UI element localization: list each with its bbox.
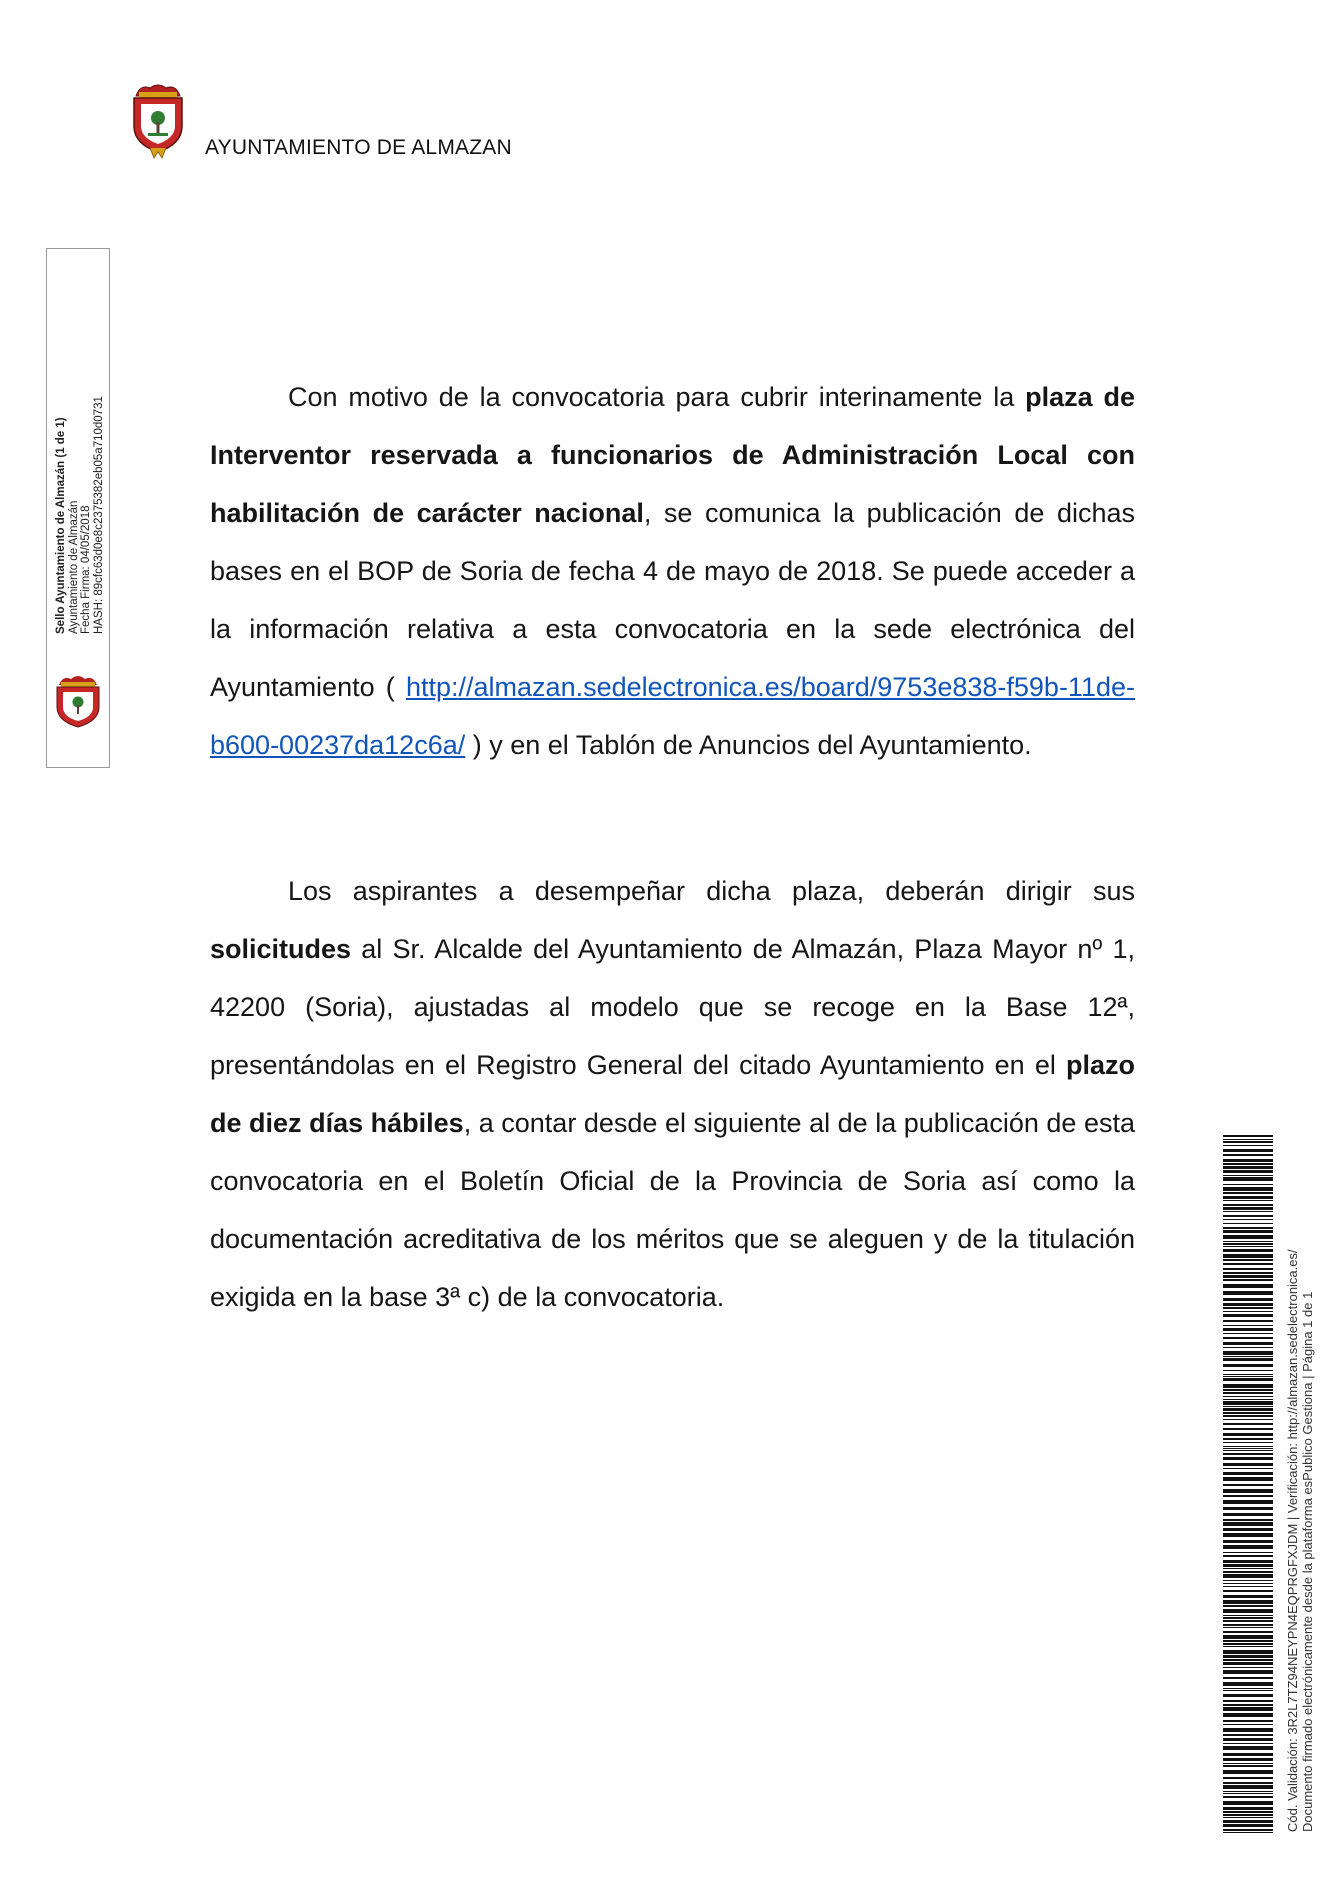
barcode-bar	[1223, 1600, 1273, 1604]
barcode-bar	[1223, 1423, 1273, 1425]
barcode-bar	[1223, 1415, 1273, 1417]
barcode-bar	[1223, 1246, 1273, 1247]
barcode-bar	[1223, 1583, 1273, 1584]
barcode-bar	[1223, 1640, 1273, 1642]
barcode-bar	[1223, 1450, 1273, 1451]
barcode-bar	[1223, 1670, 1273, 1674]
barcode-bar	[1223, 1370, 1273, 1371]
coat-of-arms-icon	[130, 82, 186, 160]
coat-of-arms-icon	[53, 673, 103, 729]
barcode-icon	[1223, 1135, 1273, 1835]
barcode-bar	[1223, 1801, 1273, 1805]
barcode-bar	[1223, 1811, 1273, 1813]
barcode-bar	[1223, 1617, 1273, 1619]
barcode-bar	[1223, 1243, 1273, 1245]
barcode-bar	[1223, 1545, 1273, 1549]
barcode-bar	[1223, 1743, 1273, 1744]
bold-text-solicitudes: solicitudes	[210, 934, 352, 964]
text-run: , a contar desde el siguiente al de la publicación de esta convocatoria en el Boletín Oficial de la Provincia de Soria así como la documentación acreditativa de los méritos que se aleguen y de la titulación exigida en la base 3ª c) de la convocatoria.	[210, 1108, 1135, 1312]
barcode-bar	[1223, 1770, 1273, 1774]
barcode-bar	[1223, 1291, 1273, 1295]
barcode-bar	[1223, 1500, 1273, 1504]
barcode-bar	[1223, 1374, 1273, 1375]
barcode-bar	[1223, 1765, 1273, 1767]
barcode-bar	[1223, 1820, 1273, 1823]
barcode-bar	[1223, 1677, 1273, 1679]
barcode-bar	[1223, 1364, 1273, 1367]
barcode-bar	[1223, 1571, 1273, 1573]
barcode-bar	[1223, 1659, 1273, 1661]
barcode-bar	[1223, 1177, 1273, 1181]
barcode-bar	[1223, 1477, 1273, 1481]
barcode-bar	[1223, 1406, 1273, 1407]
barcode-bar	[1223, 1358, 1273, 1361]
barcode-bar	[1223, 1574, 1273, 1578]
barcode-bar	[1223, 1396, 1273, 1397]
barcode-bar	[1223, 1791, 1273, 1792]
barcode-bar	[1223, 1399, 1273, 1400]
barcode-bar	[1223, 1507, 1273, 1510]
barcode-bar	[1223, 1738, 1273, 1741]
seal-hash: HASH: 89cfc63d0e8c2375382eb05a710d0731	[92, 396, 105, 634]
barcode-bar	[1223, 1163, 1273, 1165]
barcode-bar	[1223, 1728, 1273, 1732]
barcode-bar	[1223, 1442, 1273, 1443]
barcode-bar	[1223, 1230, 1273, 1233]
barcode-bar	[1223, 1187, 1273, 1191]
sede-electronica-link[interactable]: http://almazan.sedelectronica.es/board/9753e838-f59b-11de-b600-00237da12c6a/	[210, 672, 1135, 760]
barcode-bar	[1223, 1655, 1273, 1658]
barcode-bar	[1223, 1817, 1273, 1818]
barcode-bar	[1223, 1796, 1273, 1798]
barcode-bar	[1223, 1175, 1273, 1176]
seal-text-block	[55, 254, 105, 634]
barcode-bar	[1223, 1333, 1273, 1334]
barcode-bar	[1223, 1829, 1273, 1831]
barcode-bar	[1223, 1832, 1273, 1833]
barcode-bar	[1223, 1814, 1273, 1816]
validation-footer	[1286, 1132, 1315, 1832]
barcode-bar	[1223, 1259, 1273, 1261]
barcode-bar	[1223, 1356, 1273, 1357]
barcode-bar	[1223, 1448, 1273, 1449]
barcode-bar	[1223, 1219, 1273, 1220]
barcode-bar	[1223, 1419, 1273, 1420]
barcode-bar	[1223, 1753, 1273, 1756]
signature-platform-line: Documento firmado electrónicamente desde la plataforma esPublico Gestiona | Página 1 de 1	[1299, 1291, 1315, 1832]
text-run: Los aspirantes a desempeñar dicha plaza, deberán dirigir sus	[288, 876, 1135, 906]
barcode-bar	[1223, 1662, 1273, 1665]
barcode-bar	[1223, 1200, 1273, 1201]
barcode-bar	[1223, 1533, 1273, 1537]
barcode-bar	[1223, 1724, 1273, 1725]
barcode-bar	[1223, 1154, 1273, 1156]
barcode-bar	[1223, 1560, 1273, 1563]
barcode-bar	[1223, 1513, 1273, 1516]
barcode-bar	[1223, 1590, 1273, 1592]
barcode-bar	[1223, 1196, 1273, 1199]
text-run: , se comunica la publicación de dichas bases en el BOP de Soria de fecha 4 de mayo de 2018. Se puede acceder a la información relativa a esta convocatoria en la sede electrónica del Ayuntamiento (	[210, 498, 1135, 702]
barcode-bar	[1223, 1615, 1273, 1616]
barcode-bar	[1223, 1782, 1273, 1784]
barcode-bar	[1223, 1325, 1273, 1326]
seal-title: Sello Ayuntamiento de Almazán (1 de 1)	[55, 417, 67, 634]
barcode-bar	[1223, 1609, 1273, 1613]
barcode-bar	[1223, 1303, 1273, 1306]
barcode-bar	[1223, 1564, 1273, 1567]
barcode-bar	[1223, 1522, 1273, 1526]
barcode-bar	[1223, 1215, 1273, 1217]
barcode-bar	[1223, 1650, 1273, 1654]
document-body	[210, 368, 1135, 1326]
barcode-bar	[1223, 1254, 1273, 1258]
barcode-bar	[1223, 1635, 1273, 1639]
barcode-bar	[1223, 1528, 1273, 1531]
barcode-bar	[1223, 1746, 1273, 1750]
barcode-bar	[1223, 1758, 1273, 1761]
barcode-bar	[1223, 1624, 1273, 1626]
barcode-bar	[1223, 1159, 1273, 1162]
barcode-bar	[1223, 1595, 1273, 1598]
barcode-bar	[1223, 1694, 1273, 1697]
barcode-bar	[1223, 1580, 1273, 1581]
barcode-bar	[1223, 1763, 1273, 1764]
barcode-bar	[1223, 1389, 1273, 1391]
barcode-bar	[1223, 1408, 1273, 1411]
barcode-bar	[1223, 1707, 1273, 1711]
barcode-bar	[1223, 1438, 1273, 1440]
barcode-bar	[1223, 1667, 1273, 1668]
barcode-bar	[1223, 1468, 1273, 1469]
electronic-seal	[46, 248, 110, 768]
seal-line-1: Ayuntamiento de Almazán	[67, 500, 80, 634]
paragraph-applications	[210, 862, 1135, 1326]
barcode-bar	[1223, 1519, 1273, 1521]
organization-name: AYUNTAMIENTO DE ALMAZAN	[205, 136, 512, 159]
barcode-bar	[1223, 1793, 1273, 1794]
barcode-bar	[1223, 1192, 1273, 1194]
barcode-bar	[1223, 1552, 1273, 1553]
barcode-bar	[1223, 1555, 1273, 1557]
barcode-bar	[1223, 1704, 1273, 1706]
barcode-bar	[1223, 1457, 1273, 1460]
barcode-bar	[1223, 1320, 1273, 1322]
barcode-bar	[1223, 1428, 1273, 1430]
barcode-bar	[1223, 1275, 1273, 1278]
paragraph-announcement	[210, 368, 1135, 774]
barcode-bar	[1223, 1720, 1273, 1722]
barcode-bar	[1223, 1211, 1273, 1212]
barcode-bar	[1223, 1314, 1273, 1317]
barcode-bar	[1223, 1412, 1273, 1414]
bold-text-plazo: plazo de diez días hábiles	[210, 1050, 1135, 1138]
barcode-bar	[1223, 1472, 1273, 1475]
barcode-bar	[1223, 1342, 1273, 1345]
barcode-bar	[1223, 1184, 1273, 1185]
barcode-bar	[1223, 1682, 1273, 1686]
barcode-bar	[1223, 1272, 1273, 1274]
barcode-bar	[1223, 1307, 1273, 1309]
barcode-bar	[1223, 1149, 1273, 1152]
barcode-bar	[1223, 1463, 1273, 1466]
barcode-bar	[1223, 1495, 1273, 1497]
barcode-bar	[1223, 1378, 1273, 1381]
barcode-bar	[1223, 1249, 1273, 1252]
barcode-bar	[1223, 1227, 1273, 1229]
barcode-bar	[1223, 1298, 1273, 1301]
validation-code-line: Cód. Validación: 3R2L7TZ94NEYPN4EQPRGFXJDM | Verificación: http://almazan.sedelectronica.es/	[1285, 1249, 1300, 1832]
barcode-bar	[1223, 1376, 1273, 1377]
barcode-bar	[1223, 1392, 1273, 1394]
barcode-bar	[1223, 1620, 1273, 1622]
barcode-bar	[1223, 1235, 1273, 1239]
barcode-bar	[1223, 1170, 1273, 1173]
barcode-bar	[1223, 1489, 1273, 1493]
text-run: Con motivo de la convocatoria para cubrir interinamente la	[288, 382, 1026, 412]
barcode-bar	[1223, 1734, 1273, 1736]
barcode-bar	[1223, 1284, 1273, 1288]
barcode-bar	[1223, 1700, 1273, 1702]
barcode-bar	[1223, 1347, 1273, 1348]
barcode-bar	[1223, 1605, 1273, 1607]
text-run: al Sr. Alcalde del Ayuntamiento de Almazán, Plaza Mayor nº 1, 42200 (Soria), ajustadas al modelo que se recoge en la Base 12ª, presentándolas en el Registro General del citado Ayuntamiento en el	[210, 934, 1135, 1080]
barcode-bar	[1223, 1166, 1273, 1169]
barcode-bar	[1223, 1328, 1273, 1331]
barcode-bar	[1223, 1351, 1273, 1355]
barcode-bar	[1223, 1785, 1273, 1789]
barcode-bar	[1223, 1207, 1273, 1210]
barcode-bar	[1223, 1223, 1273, 1224]
barcode-bar	[1223, 1586, 1273, 1587]
barcode-bar	[1223, 1688, 1273, 1689]
barcode-bar	[1223, 1311, 1273, 1312]
barcode-bar	[1223, 1268, 1273, 1270]
barcode-bar	[1223, 1631, 1273, 1633]
barcode-bar	[1223, 1540, 1273, 1543]
barcode-bar	[1223, 1643, 1273, 1645]
barcode-bar	[1223, 1446, 1273, 1447]
barcode-bar	[1223, 1141, 1273, 1143]
barcode-bar	[1223, 1690, 1273, 1691]
barcode-bar	[1223, 1807, 1273, 1810]
barcode-bar	[1223, 1279, 1273, 1281]
barcode-bar	[1223, 1139, 1273, 1140]
barcode-bar	[1223, 1484, 1273, 1486]
barcode-bar	[1223, 1337, 1273, 1339]
barcode-bar	[1223, 1713, 1273, 1717]
barcode-bar	[1223, 1627, 1273, 1628]
barcode-bar	[1223, 1453, 1273, 1455]
bold-text-position: plaza de Interventor reservada a funcionarios de Administración Local con habilitación de carácter nacional	[210, 382, 1135, 528]
barcode-bar	[1223, 1135, 1273, 1137]
barcode-bar	[1223, 1433, 1273, 1436]
barcode-bar	[1223, 1401, 1273, 1405]
barcode-bar	[1223, 1384, 1273, 1388]
barcode-bar	[1223, 1263, 1273, 1265]
barcode-bar	[1223, 1824, 1273, 1827]
barcode-bar	[1223, 1241, 1273, 1242]
barcode-bar	[1223, 1646, 1273, 1647]
barcode-bar	[1223, 1145, 1273, 1146]
text-run: ) y en el Tablón de Anuncios del Ayuntamiento.	[465, 730, 1032, 760]
barcode-bar	[1223, 1568, 1273, 1569]
barcode-bar	[1223, 1204, 1273, 1206]
seal-line-2: Fecha Firma: 04/05/2018	[80, 505, 92, 634]
barcode-bar	[1223, 1777, 1273, 1779]
